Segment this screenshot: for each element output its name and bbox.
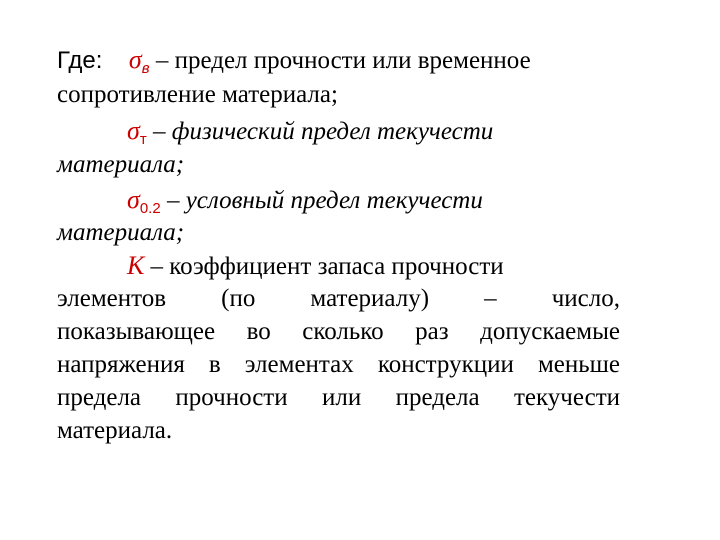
definition-sigma-b-line2: сопротивление материала; [57, 81, 338, 108]
sigma-t-symbol: σ [127, 116, 140, 145]
sigma-02-subscript: 0.2 [139, 200, 161, 217]
k-description-line-4: предела прочности или предела текучести [57, 384, 620, 411]
sigma-b-text: – предел прочности или временное [155, 47, 531, 74]
k-description-line-3: напряжения в элементах конструкции меньше [57, 351, 620, 378]
k-description-line-2: показывающее во сколько раз допускаемые [57, 318, 620, 345]
sigma-b-symbol: σ [128, 45, 142, 74]
k-description-line-5: материала. [57, 417, 173, 444]
definition-k-line1 [127, 251, 504, 282]
k-text: – коэффициент запаса прочности [150, 253, 504, 280]
sigma-02-symbol: σ [127, 185, 140, 214]
definition-sigma-02-line2: материала; [57, 219, 185, 246]
sigma-b-subscript: в [141, 60, 150, 77]
definition-sigma-b-line1 [57, 45, 531, 79]
sigma-02-text: – условный предел текучести [166, 187, 483, 214]
k-description-line-1: элементов (по материалу) – число, [57, 285, 620, 312]
k-symbol: К [127, 251, 145, 280]
sigma-t-text: – физический предел текучести [152, 118, 494, 145]
definition-sigma-t-line2: материала; [57, 151, 185, 178]
definition-sigma-t-line1 [127, 116, 493, 150]
where-label: Где: [57, 47, 103, 74]
sigma-t-subscript: т [139, 131, 147, 148]
definition-sigma-02-line1 [127, 185, 483, 219]
